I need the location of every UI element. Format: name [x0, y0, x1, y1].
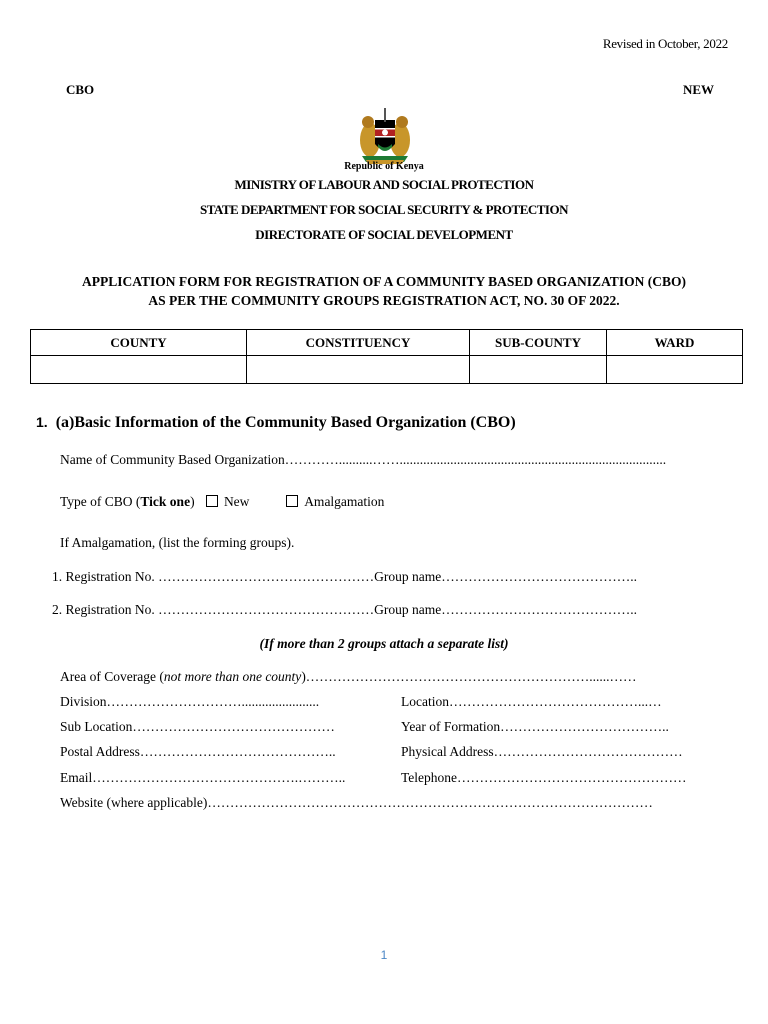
new-option-label: New [223, 494, 250, 509]
coverage-suffix: )………………………………………………………......…… [301, 669, 637, 684]
page-number: 1 [380, 948, 388, 962]
form-title-line-1: APPLICATION FORM FOR REGISTRATION OF A COMMUNITY BASED ORGANIZATION (CBO) [82, 274, 686, 289]
new-checkbox[interactable] [206, 495, 218, 507]
column-sub-county: SUB-COUNTY [470, 330, 607, 356]
coverage-italic: not more than one county [163, 669, 302, 684]
year-of-formation-field[interactable]: Year of Formation……………………………….. [401, 719, 669, 734]
telephone-field[interactable]: Telephone…………………………………………… [401, 770, 687, 785]
attach-list-note: (If more than 2 groups attach a separate list) [259, 636, 509, 651]
coverage-prefix: Area of Coverage ( [60, 669, 164, 684]
form-title-line-2: AS PER THE COMMUNITY GROUPS REGISTRATION ACT, NO. 30 OF 2022. [148, 293, 620, 308]
cbo-name-field[interactable]: Name of Community Based Organization…………..........……............................................................................... [60, 452, 667, 467]
column-constituency: CONSTITUENCY [247, 330, 470, 356]
type-label-prefix: Type of CBO ( [60, 494, 141, 509]
kenya-coat-of-arms-icon [348, 104, 422, 166]
area-of-coverage-field[interactable] [60, 669, 637, 685]
postal-address-field[interactable]: Postal Address…………………………………….. [60, 744, 336, 759]
ministry-heading: MINISTRY OF LABOUR AND SOCIAL PROTECTION [234, 177, 534, 192]
section-heading: (a)Basic Information of the Community Based Organization (CBO) [55, 414, 516, 431]
tick-one-label: Tick one [140, 494, 191, 509]
division-field[interactable]: Division…………………………....................... [60, 694, 320, 709]
amalgamation-note: If Amalgamation, (list the forming groups). [60, 535, 295, 550]
cbo-type-row [60, 494, 384, 510]
table-header-row [31, 330, 743, 356]
registration-row-2[interactable]: 2. Registration No. …………………………………………Group name…………………………………….. [52, 602, 637, 617]
crest-caption: Republic of Kenya [344, 161, 424, 172]
column-county: COUNTY [31, 330, 247, 356]
email-field[interactable]: Email……………………………………….……….. [60, 770, 346, 785]
table-input-row [31, 356, 743, 384]
revision-date: Revised in October, 2022 [602, 36, 728, 51]
new-tag: NEW [682, 82, 714, 97]
amalgamation-checkbox[interactable] [286, 495, 298, 507]
column-ward: WARD [607, 330, 743, 356]
location-field[interactable]: Location……………………………………...… [401, 694, 662, 709]
cbo-tag: CBO [66, 82, 95, 97]
registration-row-1[interactable]: 1. Registration No. …………………………………………Group name…………………………………….. [52, 569, 637, 584]
sub-location-field[interactable]: Sub Location……………………………………… [60, 719, 335, 734]
type-label-suffix: ) [190, 494, 195, 509]
location-table [30, 329, 743, 384]
form-title [0, 272, 768, 310]
ward-cell[interactable] [607, 356, 743, 384]
county-cell[interactable] [31, 356, 247, 384]
constituency-cell[interactable] [247, 356, 470, 384]
physical-address-field[interactable]: Physical Address…………………………………… [401, 744, 683, 759]
directorate-heading: DIRECTORATE OF SOCIAL DEVELOPMENT [255, 227, 513, 242]
state-department-heading: STATE DEPARTMENT FOR SOCIAL SECURITY & PROTECTION [200, 202, 568, 217]
website-field[interactable]: Website (where applicable)……………………………………………………………………………………… [60, 795, 653, 810]
amalgamation-option-label: Amalgamation [304, 494, 385, 509]
section-title [36, 414, 516, 432]
sub-county-cell[interactable] [470, 356, 607, 384]
section-number: 1. [36, 414, 48, 430]
